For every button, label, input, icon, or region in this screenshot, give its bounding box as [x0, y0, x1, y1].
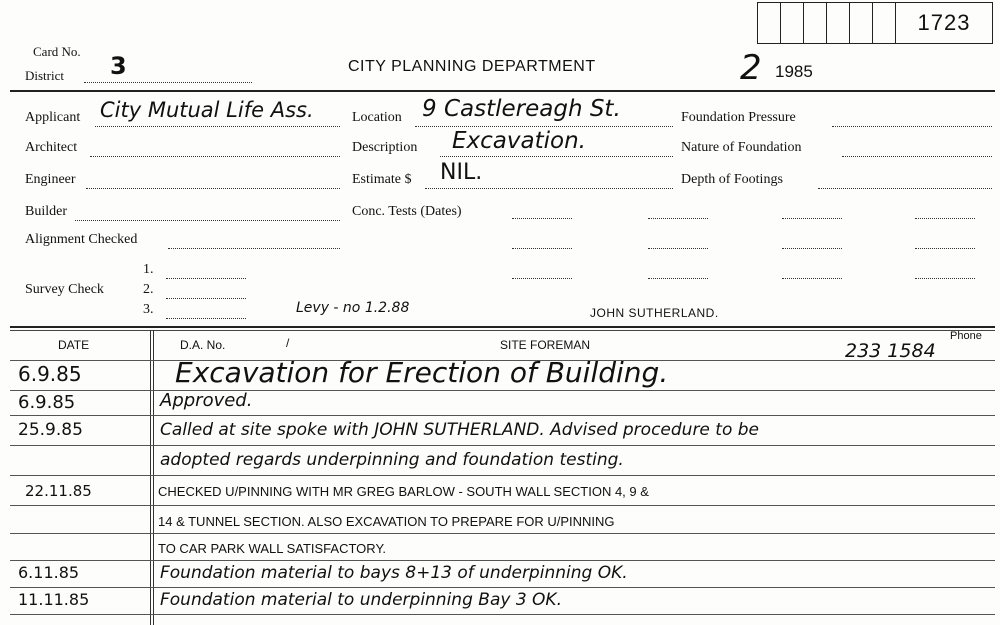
entry-text: adopted regards underpinning and foundation testing. — [160, 450, 624, 470]
builder-label: Builder — [25, 204, 67, 219]
phone-label: Phone — [950, 330, 982, 342]
survey-num-3: 3. — [143, 302, 154, 317]
location-label: Location — [352, 110, 402, 125]
entry-date: 22.11.85 — [25, 482, 92, 500]
entry-text: 14 & TUNNEL SECTION. ALSO EXCAVATION TO PREPARE FOR U/PINNING — [158, 514, 615, 529]
date-header: DATE — [58, 338, 90, 352]
entry-date: 11.11.85 — [18, 590, 90, 609]
alignment-label: Alignment Checked — [25, 232, 138, 247]
phone-value: 233 1584 — [845, 340, 936, 362]
levy-note: Levy - no 1.2.88 — [296, 300, 410, 316]
engineer-label: Engineer — [25, 172, 76, 187]
estimate-label: Estimate $ — [352, 172, 412, 187]
card-no-label: Card No. — [33, 44, 81, 59]
description-value: Excavation. — [452, 128, 586, 154]
nature-of-foundation-label: Nature of Foundation — [681, 140, 802, 155]
description-label: Description — [352, 140, 418, 155]
applicant-value: City Mutual Life Ass. — [100, 98, 314, 122]
architect-label: Architect — [25, 140, 78, 155]
entry-date: 25.9.85 — [18, 420, 83, 440]
site-foreman-header: SITE FOREMAN — [500, 338, 591, 352]
card-number: 1723 — [917, 10, 971, 35]
entry-text: Called at site spoke with JOHN SUTHERLAND. Advised procedure to be — [160, 420, 760, 440]
entry-date: 6.9.85 — [18, 362, 82, 386]
entry-text: TO CAR PARK WALL SATISFACTORY. — [158, 541, 387, 556]
foundation-pressure-label: Foundation Pressure — [681, 110, 796, 125]
department-title: CITY PLANNING DEPARTMENT — [348, 58, 596, 75]
survey-num-2: 2. — [143, 282, 154, 297]
entry-text: Foundation material to underpinning Bay 3 OK. — [160, 590, 562, 610]
entry-text: CHECKED U/PINNING WITH MR GREG BARLOW - SOUTH WALL SECTION 4, 9 & — [158, 484, 649, 499]
da-header: D.A. No. — [180, 338, 226, 352]
location-value: 9 Castlereagh St. — [422, 96, 621, 122]
survey-num-1: 1. — [143, 262, 154, 277]
estimate-value: NIL. — [440, 160, 483, 185]
entry-date: 6.9.85 — [18, 392, 76, 413]
survey-label: Survey Check — [25, 282, 104, 297]
district-label: District — [25, 68, 64, 83]
da-value: / — [286, 336, 290, 350]
year: 1985 — [775, 62, 813, 81]
foreman-name: JOHN SUTHERLAND. — [590, 306, 719, 320]
entry-text: Excavation for Erection of Building. — [175, 356, 669, 389]
applicant-label: Applicant — [25, 110, 81, 125]
entry-text: Foundation material to bays 8+13 of underpinning OK. — [160, 563, 628, 583]
year-prefix: 2 — [740, 48, 762, 88]
entry-text: Approved. — [160, 390, 253, 411]
entry-date: 6.11.85 — [18, 563, 80, 582]
conc-tests-label: Conc. Tests (Dates) — [352, 204, 462, 219]
card-number-boxes — [757, 2, 995, 44]
district-value: 3 — [110, 52, 127, 80]
depth-of-footings-label: Depth of Footings — [681, 172, 783, 187]
